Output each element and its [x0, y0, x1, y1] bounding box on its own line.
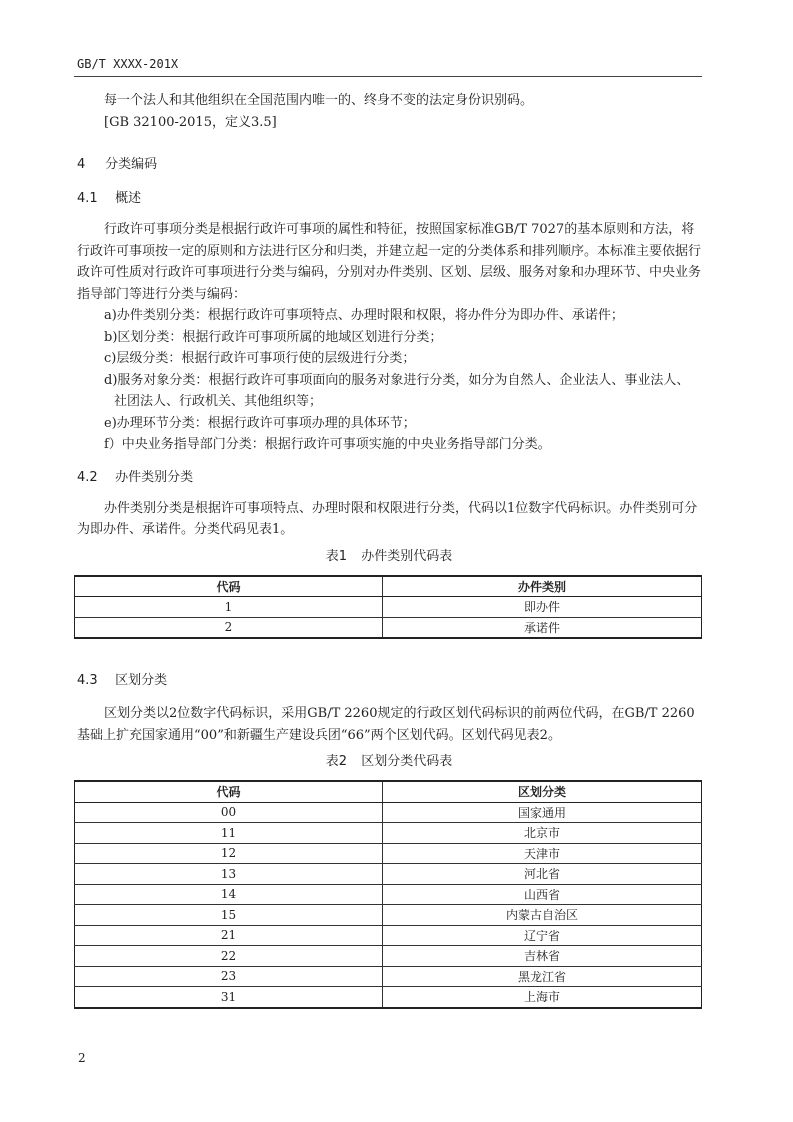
table-row [75, 905, 702, 926]
code-cell: 15 [75, 905, 383, 926]
code-cell: 00 [75, 802, 383, 823]
table-header-row [75, 576, 702, 597]
table-row [75, 946, 702, 967]
column-header-case-type: 办件类别 [383, 576, 702, 597]
table-row [75, 802, 702, 823]
document-code: GB/T XXXX-201X [77, 57, 179, 71]
section-4-heading [77, 155, 701, 175]
table-row [75, 617, 702, 638]
section-number: 4.3 [77, 673, 98, 688]
case-type-cell: 承诺件 [383, 617, 702, 638]
code-cell: 12 [75, 843, 383, 864]
list-item: d)服务对象分类：根据行政许可事项面向的服务对象进行分类，如分为自然人、企业法人、事业法人、社团法人、行政机关、其他组织等； [104, 372, 690, 409]
code-cell: 14 [75, 884, 383, 905]
region-code-table [74, 780, 702, 1009]
definition-text: 每一个法人和其他组织在全国范围内唯一的、终身不变的法定身份识别码。 [104, 93, 534, 108]
list-item: b)区划分类：根据行政许可事项所属的地域区划进行分类； [104, 329, 443, 345]
section-number: 4 [77, 157, 86, 172]
table-header-row [75, 781, 702, 802]
table-row [75, 925, 702, 946]
table-row [75, 843, 702, 864]
section-title: 分类编码 [105, 157, 158, 172]
table-number: 表1 [325, 548, 348, 564]
region-paragraph: 区划分类以2位数字代码标识，采用GB/T 2260规定的行政区划代码标识的前两位代码，在GB/T 2260基础上扩充国家通用“00”和新疆生产建设兵团“66”两个区划代码。区划代码见表2。 [77, 706, 695, 743]
table-caption: 区划分类代码表 [361, 754, 453, 769]
case-type-paragraph: 办件类别分类是根据许可事项特点、办理时限和权限进行分类，代码以1位数字代码标识。办件类别可分为即办件、承诺件。分类代码见表1。 [77, 500, 698, 537]
table-1-title [77, 547, 701, 567]
table-2-title [77, 752, 701, 772]
column-header-region: 区划分类 [383, 781, 702, 802]
section-4-3-heading [77, 671, 701, 691]
table-row [75, 864, 702, 885]
code-cell: 21 [75, 925, 383, 946]
code-cell: 22 [75, 946, 383, 967]
table-row [75, 597, 702, 618]
region-cell: 天津市 [383, 843, 702, 864]
overview-paragraph: 行政许可事项分类是根据行政许可事项的属性和特征，按照国家标准GB/T 7027的基本原则和方法，将行政许可事项按一定的原则和方法进行区分和归类，并建立起一定的分类体系和排列顺序。本标准主要依据行政许可性质对行政许可事项进行分类与编码，分别对办件类别、区划、层级、服务对象和办理环节、中央业务指导部门等进行分类与编码： [77, 222, 702, 302]
region-cell: 国家通用 [383, 802, 702, 823]
region-cell: 北京市 [383, 823, 702, 844]
region-cell: 河北省 [383, 864, 702, 885]
code-cell: 31 [75, 987, 383, 1008]
list-item: f）中央业务指导部门分类：根据行政许可事项实施的中央业务指导部门分类。 [104, 437, 551, 452]
section-4-2-heading [77, 468, 701, 488]
table-row [75, 823, 702, 844]
code-cell: 23 [75, 966, 383, 987]
region-cell: 内蒙古自治区 [383, 905, 702, 926]
code-cell: 11 [75, 823, 383, 844]
table-number: 表2 [325, 754, 348, 769]
code-cell: 13 [75, 864, 383, 885]
section-number: 4.2 [77, 469, 98, 485]
list-item: e)办理环节分类：根据行政许可事项办理的具体环节； [104, 415, 416, 431]
case-type-cell: 即办件 [383, 597, 702, 618]
region-cell: 辽宁省 [383, 925, 702, 946]
table-row [75, 884, 702, 905]
list-item: c)层级分类：根据行政许可事项行使的层级进行分类； [104, 351, 416, 366]
column-header-code: 代码 [75, 781, 383, 802]
section-number: 4.1 [77, 191, 98, 206]
region-cell: 黑龙江省 [383, 966, 702, 987]
section-4-1-heading [77, 189, 701, 209]
region-cell: 山西省 [383, 884, 702, 905]
region-cell: 上海市 [383, 987, 702, 1008]
region-cell: 吉林省 [383, 946, 702, 967]
code-cell: 1 [75, 597, 383, 618]
header-rule [74, 76, 702, 77]
section-title: 区划分类 [115, 673, 168, 688]
table-row [75, 966, 702, 987]
page-content [77, 90, 701, 1009]
case-type-code-table [74, 575, 702, 640]
table-row [75, 987, 702, 1008]
page-number: 2 [78, 1051, 86, 1065]
table-caption: 办件类别代码表 [361, 548, 453, 564]
section-title: 概述 [115, 191, 142, 206]
list-item: a)办件类别分类：根据行政许可事项特点、办理时限和权限，将办件分为即办件、承诺件； [104, 308, 624, 323]
code-cell: 2 [75, 617, 383, 638]
column-header-code: 代码 [75, 576, 383, 597]
section-title: 办件类别分类 [115, 469, 194, 485]
definition-source: [GB 32100-2015，定义3.5] [104, 114, 277, 130]
